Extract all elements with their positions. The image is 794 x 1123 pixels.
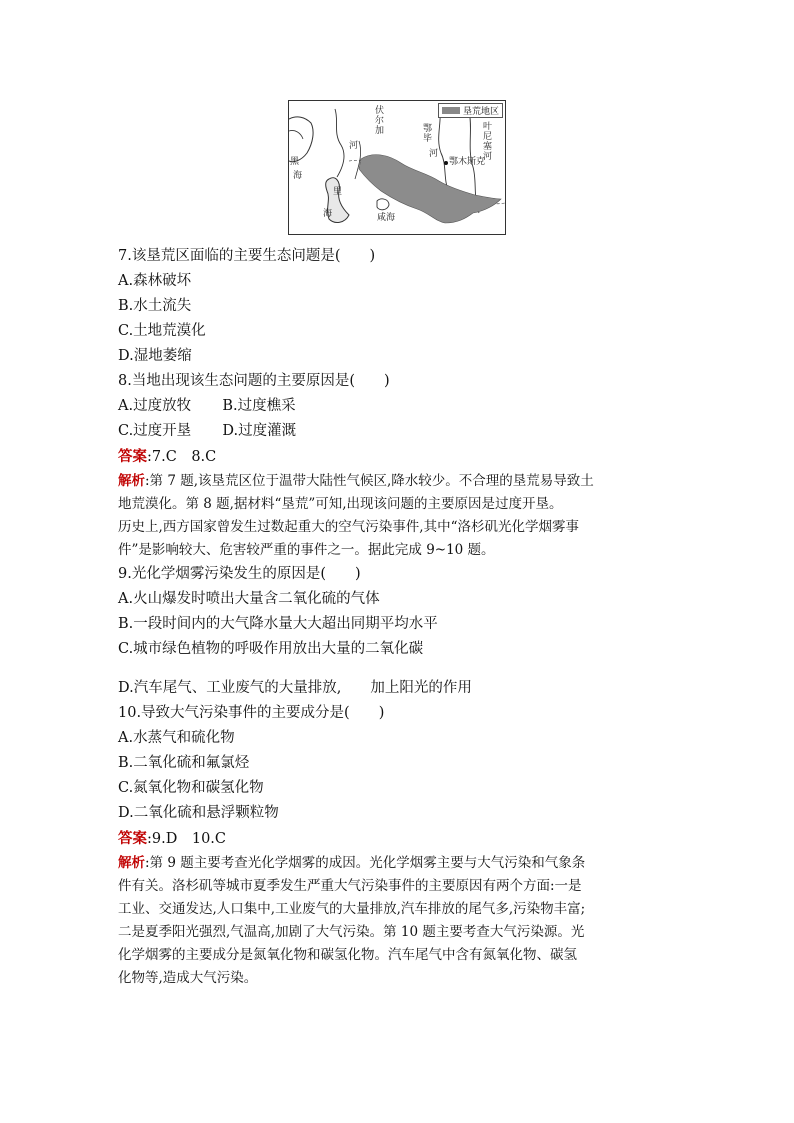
q8-stem: 8.当地出现该生态问题的主要原因是( )	[118, 373, 390, 389]
q10-option-b: B.二氧化硫和氟氯烃	[118, 755, 250, 771]
label-hai: 海	[323, 209, 333, 219]
analysis-2-line-1	[118, 852, 678, 875]
label-omsk: 鄂木斯克	[449, 157, 486, 167]
label-sea: 海	[293, 171, 303, 181]
label-aral: 咸海	[377, 213, 396, 223]
label-black: 黑	[290, 157, 300, 167]
analysis-2-line-2: 件有关。洛杉矶等城市夏季发生严重大气污染事件的主要原因有两个方面:一是	[118, 878, 582, 894]
passage-line-2: 件”是影响较大、危害较严重的事件之一。据此完成 9~10 题。	[118, 542, 495, 558]
q10-option-d: D.二氧化硫和悬浮颗粒物	[118, 805, 279, 821]
answer-1	[118, 444, 678, 470]
q7-option-b: B.水土流失	[118, 298, 192, 314]
label-ob: 鄂毕	[421, 123, 431, 143]
q9-option-b: B.一段时间内的大气降水量大大超出同期平均水平	[118, 616, 438, 632]
answer-2-text: :9.D 10.C	[147, 831, 226, 847]
analysis-1-label: 解析	[118, 473, 145, 489]
q8-option-b: B.过度樵采	[222, 398, 296, 414]
legend-label: 垦荒地区	[462, 107, 499, 117]
q9-option-c: C.城市绿色植物的呼吸作用放出大量的二氧化碳	[118, 641, 424, 657]
analysis-2-text-1: :第 9 题主要考查光化学烟雾的成因。光化学烟雾主要与大气污染和气象条	[145, 855, 586, 871]
analysis-1-line-1	[118, 470, 678, 493]
q8-option-a: A.过度放牧	[118, 398, 192, 414]
q10-option-a: A.水蒸气和硫化物	[118, 730, 235, 746]
label-river-1: 河	[349, 141, 359, 151]
analysis-1-text-1: :第 7 题,该垦荒区位于温带大陆性气候区,降水较少。不合理的垦荒易导致土	[145, 473, 594, 489]
analysis-1-line-2: 地荒漠化。第 8 题,据材料“垦荒”可知,出现该问题的主要原因是过度开垦。	[118, 496, 563, 512]
passage-line-1: 历史上,西方国家曾发生过数起重大的空气污染事件,其中“洛杉矶光化学烟雾事	[118, 519, 579, 535]
answer-1-label: 答案	[118, 448, 147, 465]
q7-stem: 7.该垦荒区面临的主要生态问题是( )	[118, 248, 376, 264]
map-drawing	[289, 101, 505, 234]
analysis-2-line-4: 二是夏季阳光强烈,气温高,加剧了大气污染。第 10 题主要考查大气污染源。光	[118, 924, 585, 940]
analysis-2-line-3: 工业、交通发达,人口集中,工业废气的大量排放,汽车排放的尾气多,污染物丰富;	[118, 901, 586, 917]
legend-swatch	[442, 107, 460, 114]
label-yenisei: 叶尼塞河	[481, 121, 491, 161]
answer-2-label: 答案	[118, 830, 147, 847]
q7-option-d: D.湿地萎缩	[118, 348, 192, 364]
analysis-2-label: 解析	[118, 855, 145, 871]
map-legend	[438, 103, 503, 118]
label-volga: 伏尔加	[373, 105, 383, 135]
q8-options-row1	[118, 394, 678, 419]
answer-1-text: :7.C 8.C	[147, 449, 217, 465]
q9-stem: 9.光化学烟雾污染发生的原因是( )	[118, 566, 361, 582]
q10-stem: 10.导致大气污染事件的主要成分是( )	[118, 705, 385, 721]
reclamation-map	[288, 100, 506, 235]
q8-options-row2	[118, 419, 678, 444]
question-content	[118, 244, 678, 990]
q8-option-c: C.过度开垦	[118, 423, 192, 439]
q7-option-a: A.森林破坏	[118, 273, 192, 289]
label-river-2: 河	[429, 149, 439, 159]
analysis-2-line-6: 化物等,造成大气污染。	[118, 970, 258, 986]
q9-option-a: A.火山爆发时喷出大量含二氧化硫的气体	[118, 591, 380, 607]
q7-option-c: C.土地荒漠化	[118, 323, 206, 339]
label-li: 里	[333, 187, 343, 197]
analysis-2-line-5: 化学烟雾的主要成分是氮氧化物和碳氢化物。汽车尾气中含有氮氧化物、碳氢	[118, 947, 577, 963]
q8-option-d: D.过度灌溉	[222, 423, 297, 439]
q10-option-c: C.氮氧化物和碳氢化物	[118, 780, 264, 796]
q9-option-d: D.汽车尾气、工业废气的大量排放, 加上阳光的作用	[118, 680, 472, 696]
answer-2	[118, 826, 678, 852]
